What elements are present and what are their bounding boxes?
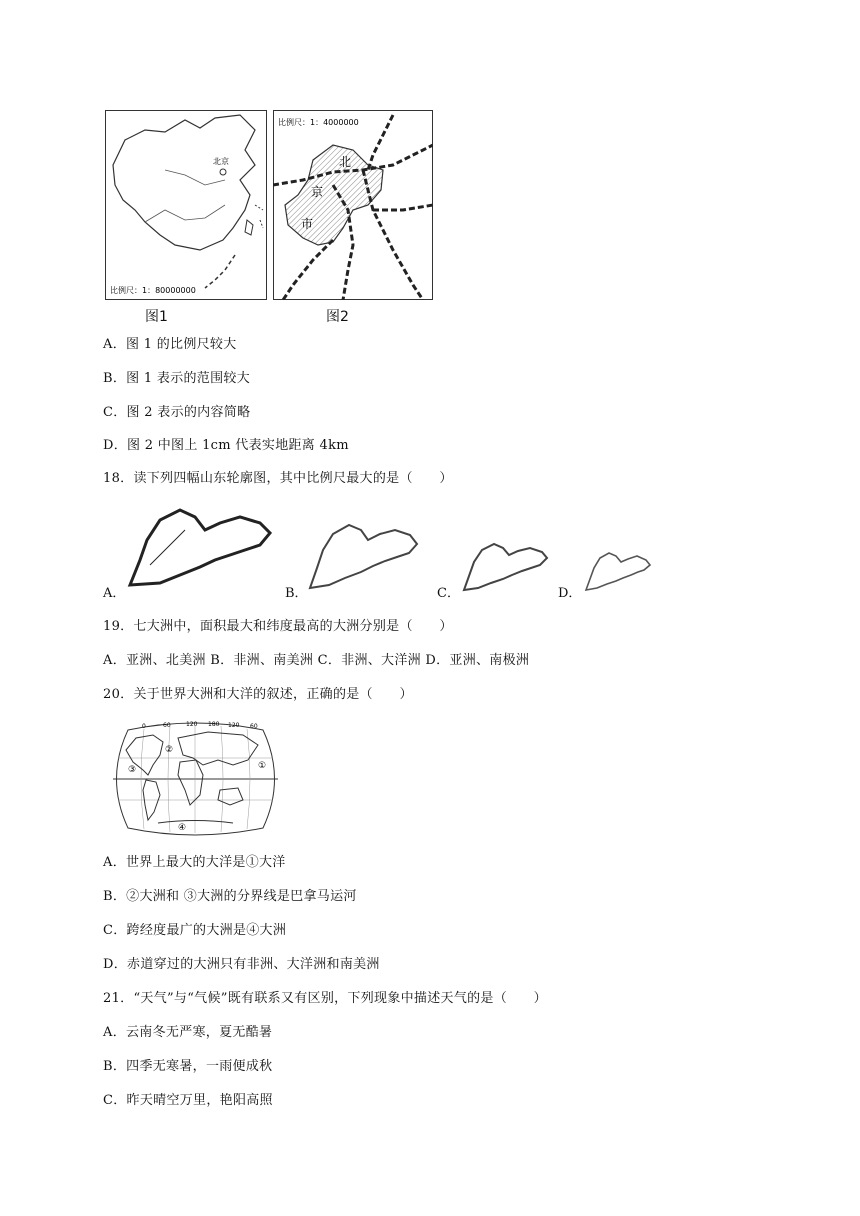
lon-0: 0	[142, 723, 146, 730]
shandong-outline-d	[583, 550, 653, 595]
lon-180: 180	[208, 721, 220, 728]
q20-option-b: B．②大洲和 ③大洲的分界线是巴拿马运河	[103, 889, 357, 904]
q17-option-d: D．图 2 中图上 1cm 代表实地距离 4km	[103, 438, 349, 453]
shandong-outline-c	[460, 540, 550, 595]
marker-1: ①	[258, 761, 267, 771]
beijing-label: 北京	[213, 157, 229, 166]
q20-option-d: D．赤道穿过的大洲只有非洲、大洋洲和南美洲	[103, 957, 380, 972]
q19-options: A．亚洲、北美洲 B．非洲、南美洲 C．非洲、大洋洲 D．亚洲、南极洲	[103, 653, 530, 668]
map2-char-jing: 京	[311, 185, 324, 199]
q19-stem: 19．七大洲中，面积最大和纬度最高的大洲分别是（ ）	[103, 619, 453, 634]
map-figure-1	[105, 110, 267, 300]
q18-label-a: A．	[103, 586, 126, 601]
map2-scale: 比例尺：1：4000000	[278, 118, 359, 127]
q21-option-b: B．四季无寒暑，一雨便成秋	[103, 1059, 273, 1074]
map2-char-shi: 市	[301, 217, 314, 231]
q21-option-a: A．云南冬无严寒，夏无酷暑	[103, 1025, 273, 1040]
world-map	[108, 720, 283, 838]
lon-120: 120	[186, 721, 198, 728]
map2-char-bei: 北	[339, 155, 352, 169]
shandong-outline-b	[305, 520, 420, 595]
q21-option-c: C．昨天晴空万里，艳阳高照	[103, 1093, 273, 1108]
q17-option-b: B．图 1 表示的范围较大	[103, 371, 250, 386]
caption-figure-1: 图1	[145, 309, 168, 325]
caption-figure-2: 图2	[326, 309, 349, 325]
q20-option-c: C．跨经度最广的大洲是④大洲	[103, 923, 287, 938]
shandong-outline-a	[125, 505, 275, 595]
lon-120w: 120	[228, 722, 240, 729]
q18-label-c: C．	[437, 586, 460, 601]
q20-stem: 20．关于世界大洲和大洋的叙述，正确的是（ ）	[103, 687, 413, 702]
q21-stem: 21．“天气”与“气候”既有联系又有区别，下列现象中描述天气的是（ ）	[103, 991, 547, 1006]
map1-scale: 比例尺：1：80000000	[110, 286, 196, 295]
q20-option-a: A．世界上最大的大洋是①大洋	[103, 855, 286, 870]
lon-60: 60	[163, 722, 171, 729]
marker-2: ②	[165, 745, 174, 755]
q17-option-a: A．图 1 的比例尺较大	[103, 337, 237, 352]
q18-stem: 18．读下列四幅山东轮廓图，其中比例尺最大的是（ ）	[103, 471, 453, 486]
q18-label-d: D．	[558, 586, 582, 601]
marker-3: ③	[128, 765, 137, 775]
q18-label-b: B．	[285, 586, 308, 601]
lon-60w: 60	[250, 723, 258, 730]
q17-option-c: C．图 2 表示的内容简略	[103, 405, 251, 420]
map-figure-2	[273, 110, 433, 300]
marker-4: ④	[178, 823, 187, 833]
